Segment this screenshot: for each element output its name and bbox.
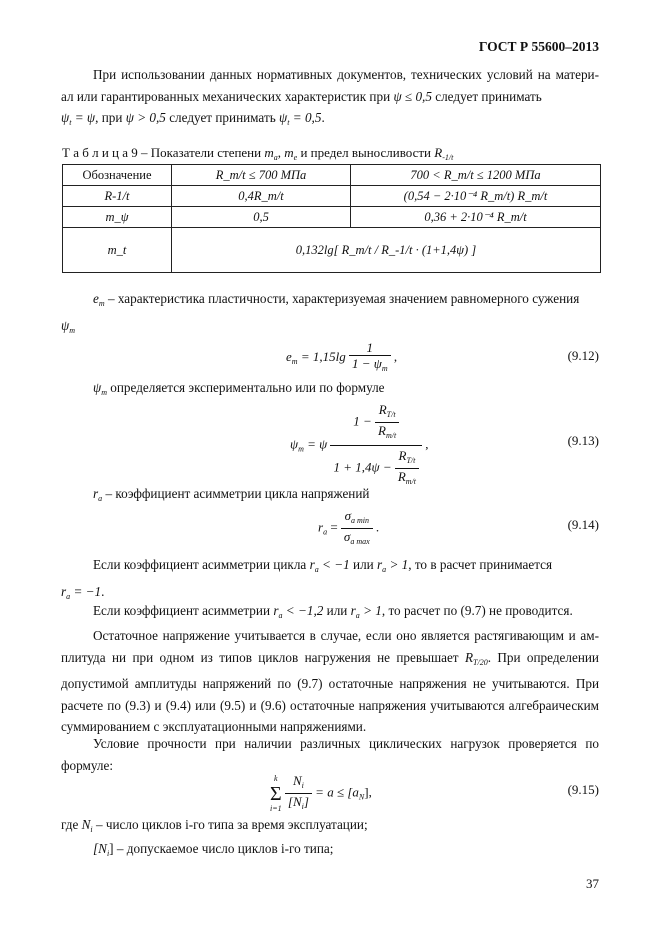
relation: > 1 [363, 603, 382, 618]
math-sub: a min [350, 516, 369, 525]
math-sub: T/t [386, 410, 396, 419]
sym-n: [N [93, 841, 107, 856]
sym-e: e [93, 291, 99, 306]
sum-operator [270, 774, 282, 814]
math-psi-le: ψ ≤ 0,5 [393, 88, 432, 104]
text: где [61, 817, 79, 832]
math-sub: -1/t [442, 153, 454, 162]
num-one: 1 − [353, 413, 372, 429]
math-sub: i [301, 781, 304, 790]
r-sym: R [397, 469, 406, 484]
math-psi-t2: ψ [279, 110, 288, 125]
sigma: σ [343, 529, 351, 544]
outer-num [330, 402, 422, 446]
equation-number: (9.13) [567, 433, 599, 448]
eq-mid: = ψ [307, 436, 328, 452]
math-sub: m [101, 388, 107, 397]
math-sub: a [273, 153, 278, 162]
definition-text: – допускаемое число циклов i-го типа; [116, 841, 334, 856]
text: , то расчет по (9.7) не проводится. [381, 603, 573, 618]
sym-r: r [273, 603, 279, 618]
table-row [63, 207, 601, 228]
frac-den [349, 356, 391, 376]
inner-den [375, 423, 399, 443]
text: допустимой амплитуды напряжений по (9.7) остаточные напряжения не учитываются. При [61, 676, 599, 691]
text: Если коэффициент асимметрии цикла [93, 557, 307, 572]
frac-num [285, 773, 312, 794]
table-cell: m_t [63, 228, 172, 273]
caption-r: R [434, 145, 443, 160]
math-sub: m [381, 364, 388, 373]
table-cell-merged: 0,132lg[ R_m/t / R_-1/t · (1+1,4ψ) ] [172, 228, 601, 273]
eq-mid: = 1,15lg [300, 348, 346, 364]
punct: , [277, 145, 281, 160]
table-cell: 0,36 + 2·10⁻⁴ R_m/t [351, 207, 601, 228]
equation-number: (9.12) [567, 348, 599, 363]
math-sub: m [69, 325, 75, 335]
equation-9-12 [286, 340, 397, 376]
math-sub: a [323, 527, 328, 537]
math-sub: t [69, 118, 72, 127]
relation: = −1 [73, 583, 102, 599]
text: плитуда ни при одном из типов циклов нагружения не превышает [61, 649, 459, 665]
sym-r: r [309, 557, 315, 572]
sigma-sum: Σ [270, 782, 282, 805]
paragraph-asymmetry-2 [61, 600, 599, 627]
math-sub: a [314, 565, 319, 574]
equation-9-14 [318, 508, 379, 549]
math-sub: a [278, 611, 283, 620]
fraction-outer [330, 402, 422, 489]
n-sym: N [292, 773, 302, 788]
caption-mid: и предел выносливости [300, 145, 431, 160]
page-number: 37 [586, 876, 599, 891]
frac-den [341, 529, 373, 549]
eq-lhs: r [318, 519, 324, 535]
r-sym: R [378, 423, 386, 438]
definition-ni-allowed [61, 838, 599, 865]
definition-psim [61, 377, 599, 404]
para1-line2b: следует принимать [435, 88, 542, 104]
table-cell: R-1/t [63, 186, 172, 207]
fraction-inner [375, 402, 399, 443]
equation-9-15 [270, 773, 372, 814]
den-text: 1 − ψ [351, 356, 382, 371]
text: Остаточное напряжение учитывается в случае, если оно является растягивающим и ам- [93, 628, 599, 643]
table-header-cell: R_m/t ≤ 700 МПа [172, 165, 351, 186]
eq-sign: = [330, 519, 338, 535]
math-sub: e [293, 153, 298, 162]
sym-r: R [464, 649, 474, 665]
math-sub: T/20 [473, 657, 488, 667]
bracket: ] [303, 794, 309, 809]
math-eq2: = 0,5 [292, 110, 322, 125]
para1-line3b: следует принимать [169, 110, 276, 125]
table-caption [62, 145, 453, 162]
para1-line2a: ал или гарантированных механических характеристик при [61, 88, 391, 104]
eq-lhs: ψ [290, 436, 299, 452]
equation-number: (9.15) [567, 782, 599, 797]
math-sub: m [291, 356, 298, 366]
text: формуле: [61, 757, 113, 773]
definition-text: – характеристика пластичности, характеризуемая значением равномерного сужения [107, 291, 580, 306]
equation-number: (9.14) [567, 517, 599, 532]
punct: , [393, 348, 398, 364]
text: , то в расчет принимается [408, 557, 553, 572]
definition-em [61, 288, 599, 341]
text: . При определении [487, 649, 599, 665]
text: Если коэффициент асимметрии [93, 603, 271, 618]
math-sub: i [90, 825, 93, 834]
sym-r: r [350, 603, 356, 618]
paragraph-strength-condition [61, 733, 599, 776]
math-sub: m/t [405, 477, 417, 486]
n-sym: [N [287, 794, 302, 809]
math-sub: t [287, 118, 290, 127]
sigma: σ [344, 508, 351, 523]
frac-num: 1 [349, 340, 391, 356]
punct: . [101, 583, 105, 599]
sym-r: r [93, 486, 99, 501]
sym-n: N [81, 817, 91, 832]
math-eq: = ψ [74, 110, 96, 125]
definition-ni [61, 814, 599, 841]
math-sub: m [298, 444, 304, 454]
punct: . [375, 519, 380, 535]
definition-text: – коэффициент асимметрии цикла напряжений [105, 486, 370, 501]
eq-lhs: e [286, 348, 292, 364]
table-row [63, 228, 601, 273]
text: расчете по (9.3) и (9.4) или (9.5) и (9.6) остаточные напряжения учитываются алгебраическим [61, 697, 599, 713]
math-sub: N [358, 792, 365, 802]
fraction [341, 508, 373, 549]
math-psi-t: ψ [61, 110, 70, 125]
math-sub: a [98, 494, 103, 503]
equation-9-13 [290, 402, 429, 489]
caption-prefix: Т а б л и ц а 9 – Показатели степени [62, 145, 262, 160]
r-sym: R [398, 448, 407, 463]
math-sub: i [301, 802, 304, 811]
inner-num [395, 448, 419, 469]
caption-me: m [284, 145, 294, 160]
sym-psi: ψ [93, 380, 102, 395]
table-cell: 0,5 [172, 207, 351, 228]
text: суммированием с эксплуатационными напряжениями. [61, 719, 367, 734]
relation: < −1,2 [285, 603, 324, 618]
table-cell: 0,4R_m/t [172, 186, 351, 207]
math-sub: a [66, 591, 71, 601]
sym-psi: ψ [61, 317, 70, 333]
punct: , [425, 436, 429, 452]
math-sub: a max [350, 537, 370, 546]
math-sub: i [106, 849, 110, 858]
text: или [326, 603, 348, 618]
math-sub: m [98, 299, 105, 308]
relation: < −1 [322, 557, 350, 572]
table-cell: m_ψ [63, 207, 172, 228]
relation: > 1 [389, 557, 409, 572]
r-sym: R [378, 402, 387, 417]
inner-num [375, 402, 399, 423]
definition-text: определяется экспериментально или по формуле [110, 380, 385, 395]
den-one: 1 + 1,4ψ − [333, 459, 392, 475]
frac-num [341, 508, 373, 529]
caption-ma: m [264, 145, 274, 160]
para1-line1: При использовании данных нормативных документов, технических условий на матери- [93, 67, 599, 82]
table-row [63, 186, 601, 207]
paragraph-residual-stress [61, 625, 599, 738]
punct: . [321, 110, 325, 125]
text: или [353, 557, 374, 572]
fraction [285, 773, 312, 814]
math-sub: T/t [406, 456, 416, 465]
frac-den [285, 794, 312, 814]
table-header-cell: 700 < R_m/t ≤ 1200 МПа [351, 165, 601, 186]
table-cell: (0,54 − 2·10⁻⁴ R_m/t) R_m/t [351, 186, 601, 207]
sum-top: k [274, 773, 278, 783]
definition-text: – число циклов i-го типа за время эксплуатации; [95, 817, 368, 832]
definition-ra [61, 483, 599, 510]
math-psi-gt: ψ > 0,5 [125, 110, 166, 125]
math-sub: a [355, 611, 360, 620]
text: Условие прочности при наличии различных циклических нагрузок проверяется по [93, 736, 599, 751]
bracket: ] [109, 841, 114, 856]
para1-line3a: , при [95, 110, 123, 125]
standard-header: ГОСТ Р 55600–2013 [478, 39, 599, 54]
math-sub: a [382, 565, 387, 574]
paragraph-normative [61, 64, 599, 134]
sym-r: r [377, 557, 383, 572]
table-header-row [63, 165, 601, 186]
eq-rhs: = a ≤ [a [315, 784, 359, 800]
sym-r: r [61, 583, 67, 599]
math-sub: m/t [386, 431, 397, 440]
fraction [349, 340, 391, 376]
table-9 [62, 164, 601, 273]
table-header-cell: Обозначение [63, 165, 172, 186]
sum-bot: i=1 [270, 803, 282, 813]
bracket: ], [364, 784, 372, 800]
